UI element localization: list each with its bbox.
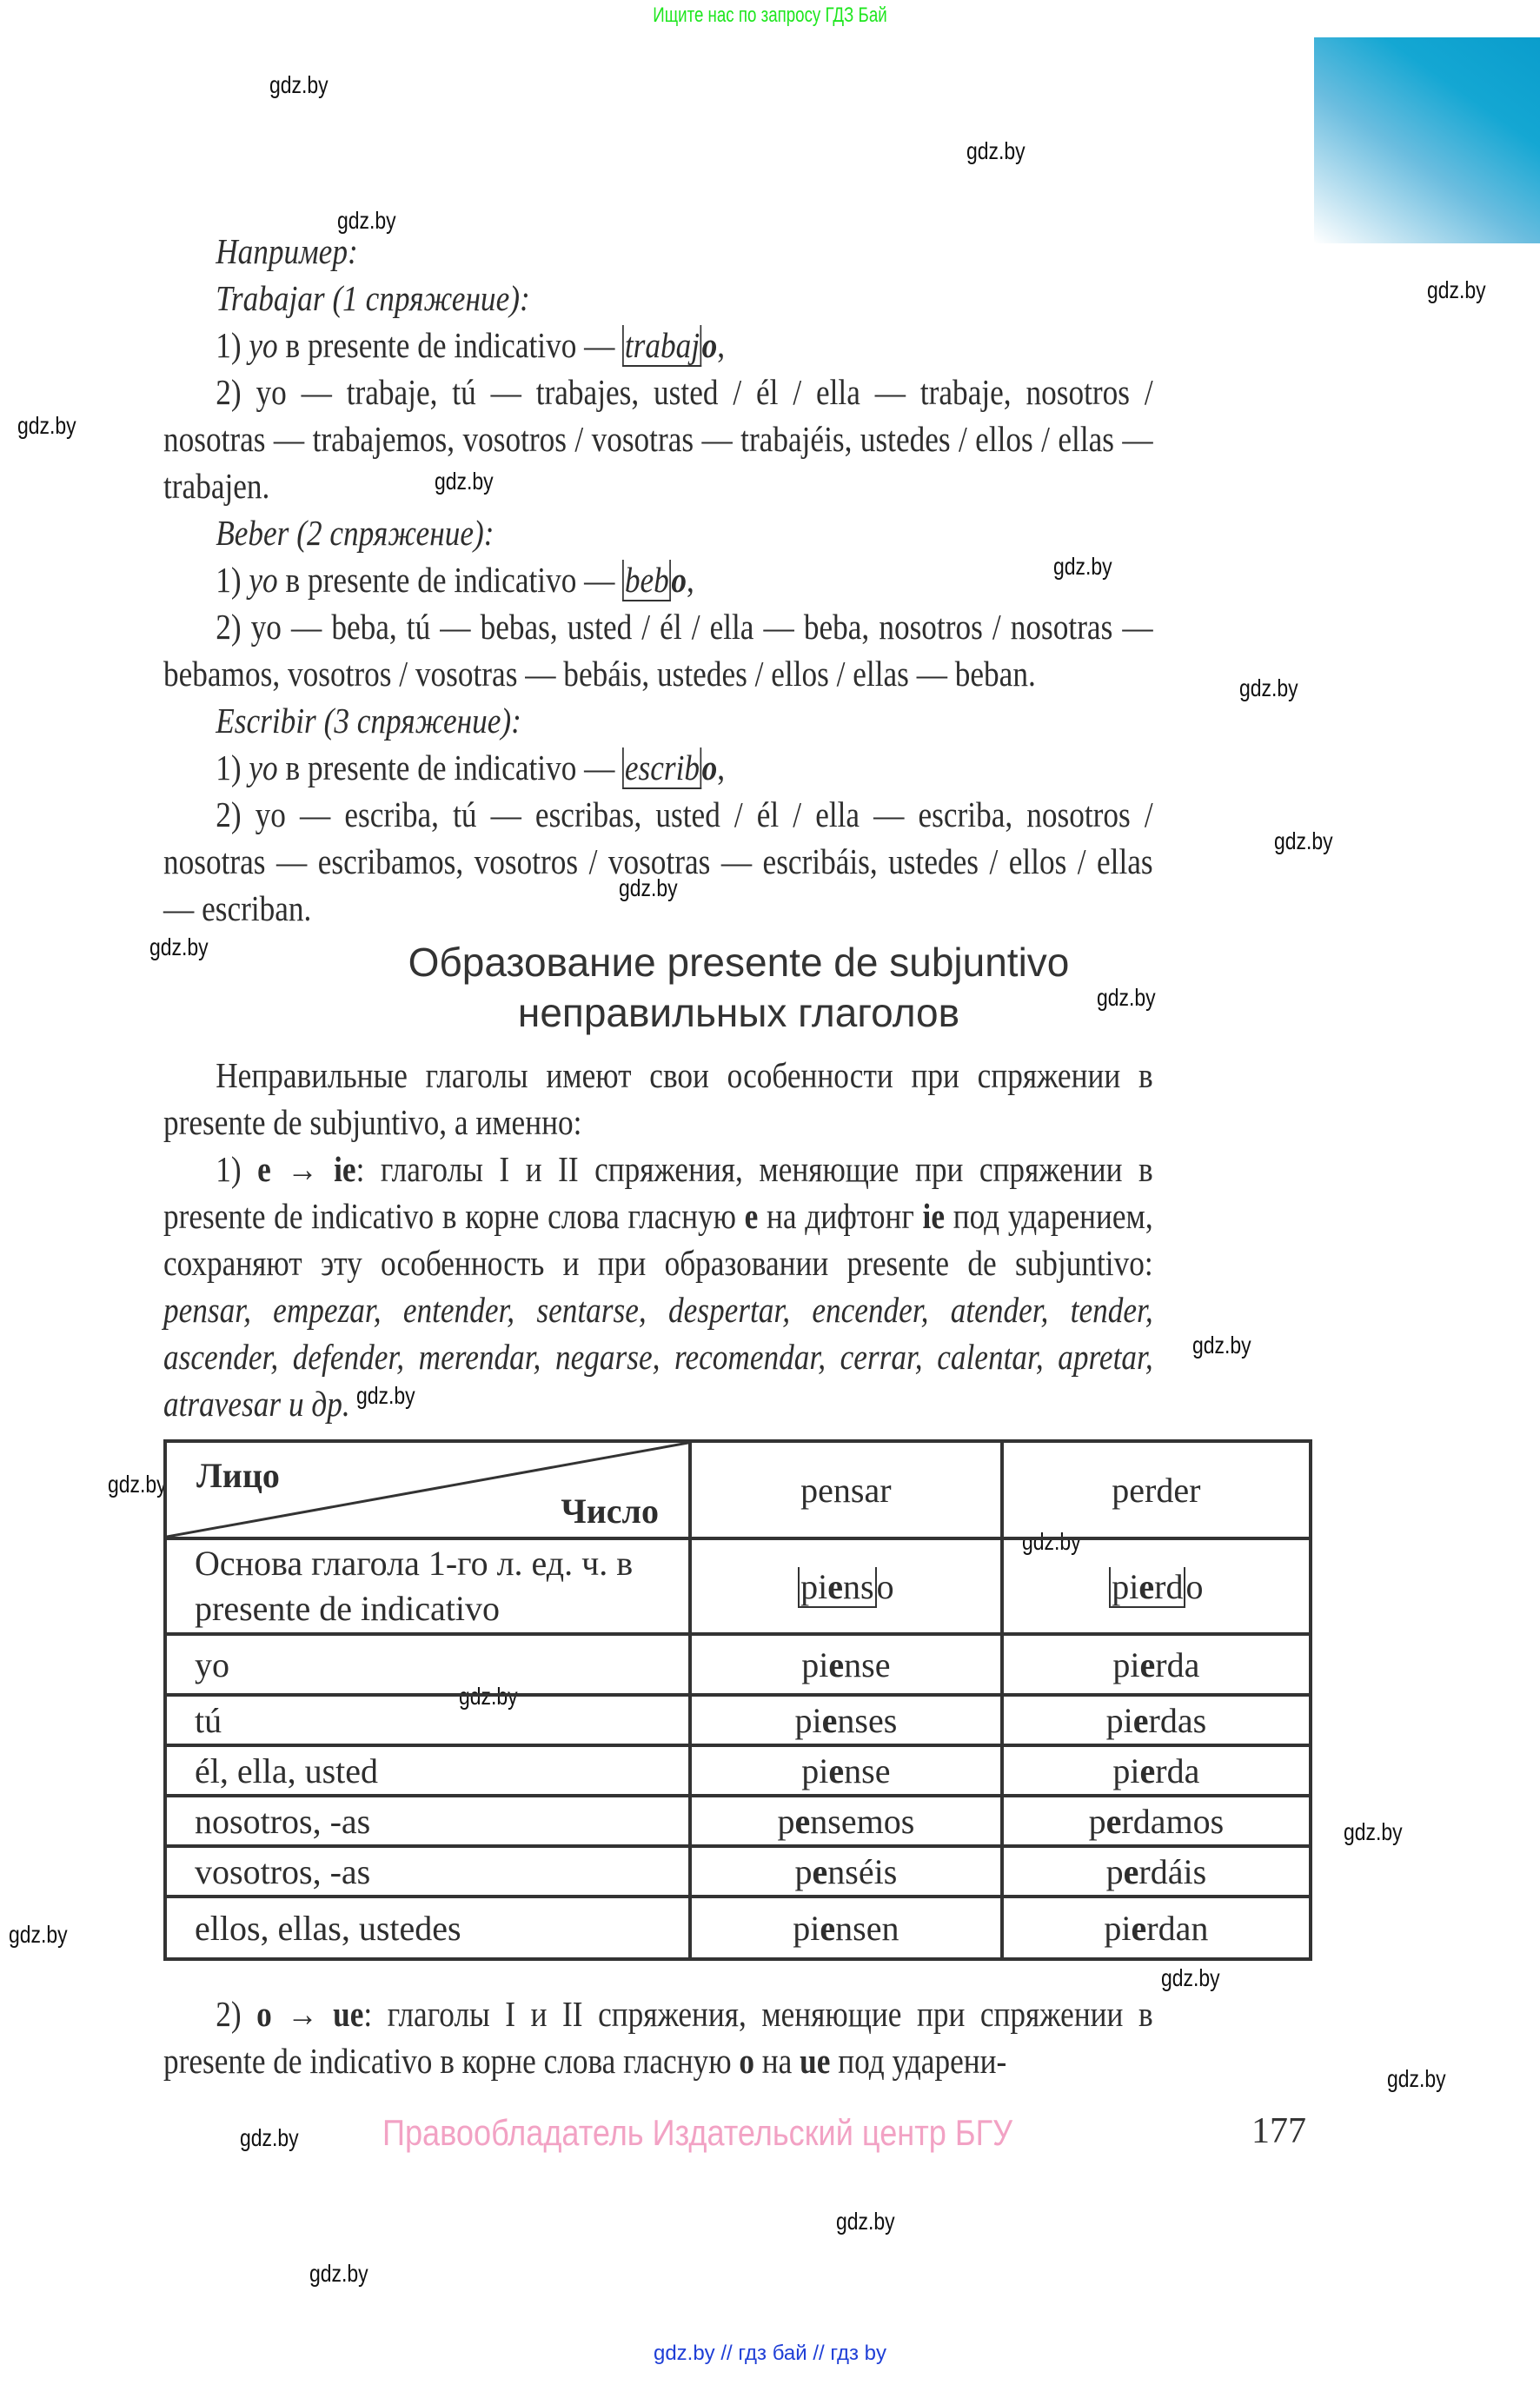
- beber-rule-2: 2) yo — beba, tú — bebas, usted / él / ella — beba, nosotros / nosotras — bebamos, vosotros / vosotras — bebáis, ustedes / ellos / ellas — beban.: [163, 607, 1153, 694]
- person-cell: ellos, ellas, ustedes: [165, 1897, 690, 1959]
- table-row: [165, 1695, 1311, 1745]
- watermark: gdz.by: [966, 137, 1026, 164]
- perder-form: perdamos: [1002, 1796, 1311, 1846]
- rule-2-text: 2) o → ue: глаголы I и II спряжения, меняющие при спряжении в presente de indicativo в корне слова гласную o на ue под ударени-: [163, 1994, 1153, 2081]
- watermark: gdz.by: [108, 1471, 167, 1498]
- stem-pensar: pienso: [690, 1538, 1002, 1634]
- perder-form: perdáis: [1002, 1846, 1311, 1897]
- conjugation-table: [163, 1439, 1312, 1961]
- watermark: gdz.by: [435, 468, 494, 495]
- stem-perder: pierdo: [1002, 1538, 1311, 1634]
- rule-2-block: [163, 1990, 1153, 2084]
- person-cell: yo: [165, 1634, 690, 1695]
- pensar-form: pensemos: [690, 1796, 1002, 1846]
- watermark: gdz.by: [1022, 1528, 1081, 1555]
- diagonal-header-cell: [165, 1441, 690, 1538]
- watermark: gdz.by: [1192, 1332, 1251, 1359]
- column-header-perder: perder: [1002, 1441, 1311, 1538]
- page-number: 177: [1251, 2111, 1306, 2151]
- rule-1-examples: pensar, empezar, entender, sentarse, despertar, encender, atender, tender, ascender, defender, merendar, negarse, recomendar, cerrar, calentar, apretar, atravesar и др.: [163, 1290, 1153, 1424]
- escribir-title: Escribir (3 спряжение):: [216, 701, 521, 741]
- watermark: gdz.by: [240, 2124, 299, 2151]
- table-row: [165, 1897, 1311, 1959]
- watermark: gdz.by: [619, 874, 678, 901]
- section-intro: Неправильные глаголы имеют свои особенности при спряжении в presente de subjuntivo, а именно:: [163, 1055, 1153, 1142]
- pensar-form: penséis: [690, 1846, 1002, 1897]
- watermark: gdz.by: [1239, 674, 1298, 701]
- escribir-rule-2: 2) yo — escriba, tú — escribas, usted / él / ella — escriba, nosotros / nosotras — escribamos, vosotros / vosotras — escribáis, ustedes / ellos / ellas — escriban.: [163, 794, 1153, 928]
- beber-rule-1: 1) yo в presente de indicativo — bebo,: [216, 560, 694, 600]
- examples-block: [163, 228, 1153, 932]
- watermark: gdz.by: [1387, 2065, 1446, 2092]
- search-banner: Ищите нас по запросу ГДЗ Бай: [653, 3, 887, 27]
- pensar-form: pienses: [690, 1695, 1002, 1745]
- table-row: [165, 1634, 1311, 1695]
- person-cell: nosotros, -as: [165, 1796, 690, 1846]
- watermark: gdz.by: [1053, 553, 1112, 580]
- copyright-notice: Правообладатель Издательский центр БГУ: [382, 2112, 1013, 2153]
- pensar-form: piense: [690, 1634, 1002, 1695]
- table-row: [165, 1745, 1311, 1796]
- watermark: gdz.by: [309, 2260, 368, 2287]
- stem-row: [165, 1538, 1311, 1634]
- section-heading-line-2: неправильных глаголов: [517, 990, 960, 1035]
- watermark: gdz.by: [149, 933, 209, 960]
- stem-row-label: Основа глагола 1-го л. ед. ч. в presente de indicativo: [165, 1538, 690, 1634]
- perder-form: pierdas: [1002, 1695, 1311, 1745]
- header-person: Лицо: [196, 1456, 280, 1495]
- beber-title: Beber (2 спряжение):: [216, 513, 495, 553]
- perder-form: pierdan: [1002, 1897, 1311, 1959]
- watermark: gdz.by: [9, 1921, 68, 1948]
- corner-gradient-decoration: [1314, 37, 1540, 243]
- stem-marker: beb: [622, 560, 671, 601]
- table-row: [165, 1796, 1311, 1846]
- table-header-row: [165, 1441, 1311, 1538]
- person-cell: él, ella, usted: [165, 1745, 690, 1796]
- perder-form: pierda: [1002, 1634, 1311, 1695]
- header-number: Число: [561, 1491, 659, 1531]
- watermark: gdz.by: [1274, 827, 1333, 854]
- trabajar-rule-2: 2) yo — trabaje, tú — trabajes, usted / él / ella — trabaje, nosotros / nosotras — trabajemos, vosotros / vosotras — trabajéis, ustedes / ellos / ellas — trabajen.: [163, 372, 1153, 506]
- table-row: [165, 1846, 1311, 1897]
- stem-marker: escrib: [622, 747, 701, 789]
- examples-intro: Например:: [216, 231, 358, 271]
- watermark: gdz.by: [459, 1683, 518, 1710]
- watermark: gdz.by: [269, 71, 329, 98]
- trabajar-title: Trabajar (1 спряжение):: [216, 278, 530, 318]
- rule-1-text: 1) e → ie: глаголы I и II спряжения, меняющие при спряжении в presente de indicativo в корне слова гласную e на дифтонг ie под ударением, сохраняют эту особенность и при образовании presente de subjuntivo: pensar, empezar, entender, sentarse, despertar, encender, atender, tender, ascender, defender, merendar, negarse, recomendar, cerrar, calentar, apretar, atravesar и др.: [163, 1149, 1153, 1424]
- watermark: gdz.by: [1097, 984, 1156, 1011]
- perder-form: pierda: [1002, 1745, 1311, 1796]
- watermark: gdz.by: [1344, 1818, 1403, 1845]
- watermark: gdz.by: [1427, 276, 1486, 303]
- person-cell: vosotros, -as: [165, 1846, 690, 1897]
- pensar-form: piensen: [690, 1897, 1002, 1959]
- watermark: gdz.by: [1161, 1964, 1220, 1991]
- watermark: gdz.by: [836, 2208, 895, 2235]
- watermark: gdz.by: [356, 1382, 415, 1409]
- pensar-form: piense: [690, 1745, 1002, 1796]
- escribir-rule-1: 1) yo в presente de indicativo — escribo,: [216, 747, 726, 787]
- watermark: gdz.by: [337, 207, 396, 234]
- column-header-pensar: pensar: [690, 1441, 1002, 1538]
- person-cell: tú: [165, 1695, 690, 1745]
- watermark: gdz.by: [17, 412, 76, 439]
- section-heading-line-1: Образование presente de subjuntivo: [408, 940, 1070, 985]
- footer-links[interactable]: gdz.by // гдз бай // гдз by: [653, 2342, 887, 2365]
- stem-marker: trabaj: [622, 325, 701, 367]
- rule-1-block: [163, 1052, 1153, 1427]
- trabajar-rule-1: 1) yo в presente de indicativo — trabajo,: [216, 325, 726, 365]
- section-heading: [163, 937, 1314, 1038]
